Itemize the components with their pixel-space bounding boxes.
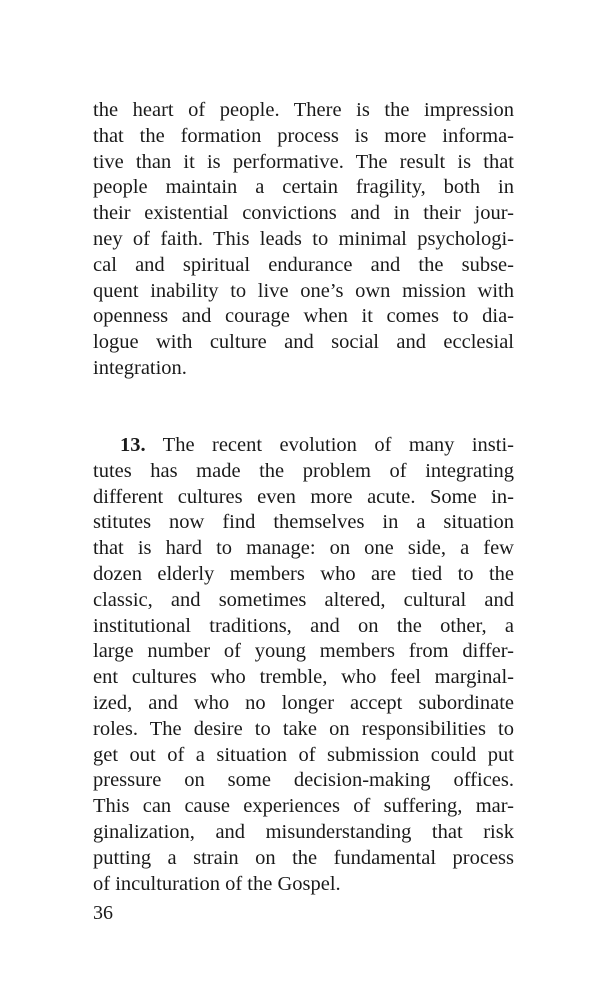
text-line: that is hard to manage: on one side, a few — [93, 537, 514, 560]
section-number: 13. — [120, 434, 146, 456]
text-line: ent cultures who tremble, who feel marginal- — [93, 666, 514, 689]
text-line: of inculturation of the Gospel. — [93, 872, 341, 895]
text-line: putting a strain on the fundamental process — [93, 846, 514, 869]
text-line: roles. The desire to take on responsibilities to — [93, 717, 514, 740]
text-line: ginalization, and misunderstanding that risk — [93, 820, 514, 843]
text-line: different cultures even more acute. Some in- — [93, 485, 514, 508]
text-line: large number of young members from differ- — [93, 640, 514, 663]
text-line: their existential convictions and in their jour- — [93, 202, 514, 225]
page-number: 36 — [93, 902, 113, 924]
text-line: tive than it is performative. The result is that — [93, 150, 514, 173]
text-line: ized, and who no longer accept subordinate — [93, 691, 514, 714]
paragraph-13 — [93, 433, 514, 897]
text-line: tutes has made the problem of integrating — [93, 459, 514, 482]
text-line: integration. — [93, 356, 187, 379]
text-line: get out of a situation of submission could put — [93, 743, 514, 766]
text-line — [93, 433, 514, 459]
text-line: dozen elderly members who are tied to the — [93, 562, 514, 585]
text-line: the heart of people. There is the impression — [93, 99, 514, 121]
text-line-content: The recent evolution of many insti- — [145, 434, 514, 456]
text-line: stitutes now find themselves in a situation — [93, 511, 514, 534]
text-line: that the formation process is more informa- — [93, 124, 514, 147]
text-line: logue with culture and social and ecclesial — [93, 331, 514, 354]
text-line: openness and courage when it comes to dia- — [93, 305, 514, 328]
paragraph-1 — [93, 98, 514, 382]
text-line: classic, and sometimes altered, cultural and — [93, 588, 514, 611]
text-line: cal and spiritual endurance and the subse- — [93, 253, 514, 276]
text-line: quent inability to live one’s own mission with — [93, 279, 514, 302]
text-line: pressure on some decision-making offices. — [93, 769, 514, 792]
text-line: ney of faith. This leads to minimal psychologi- — [93, 227, 514, 250]
text-line: people maintain a certain fragility, both in — [93, 176, 514, 199]
text-line: This can cause experiences of suffering, mar- — [93, 795, 514, 818]
text-line: institutional traditions, and on the other, a — [93, 614, 514, 637]
